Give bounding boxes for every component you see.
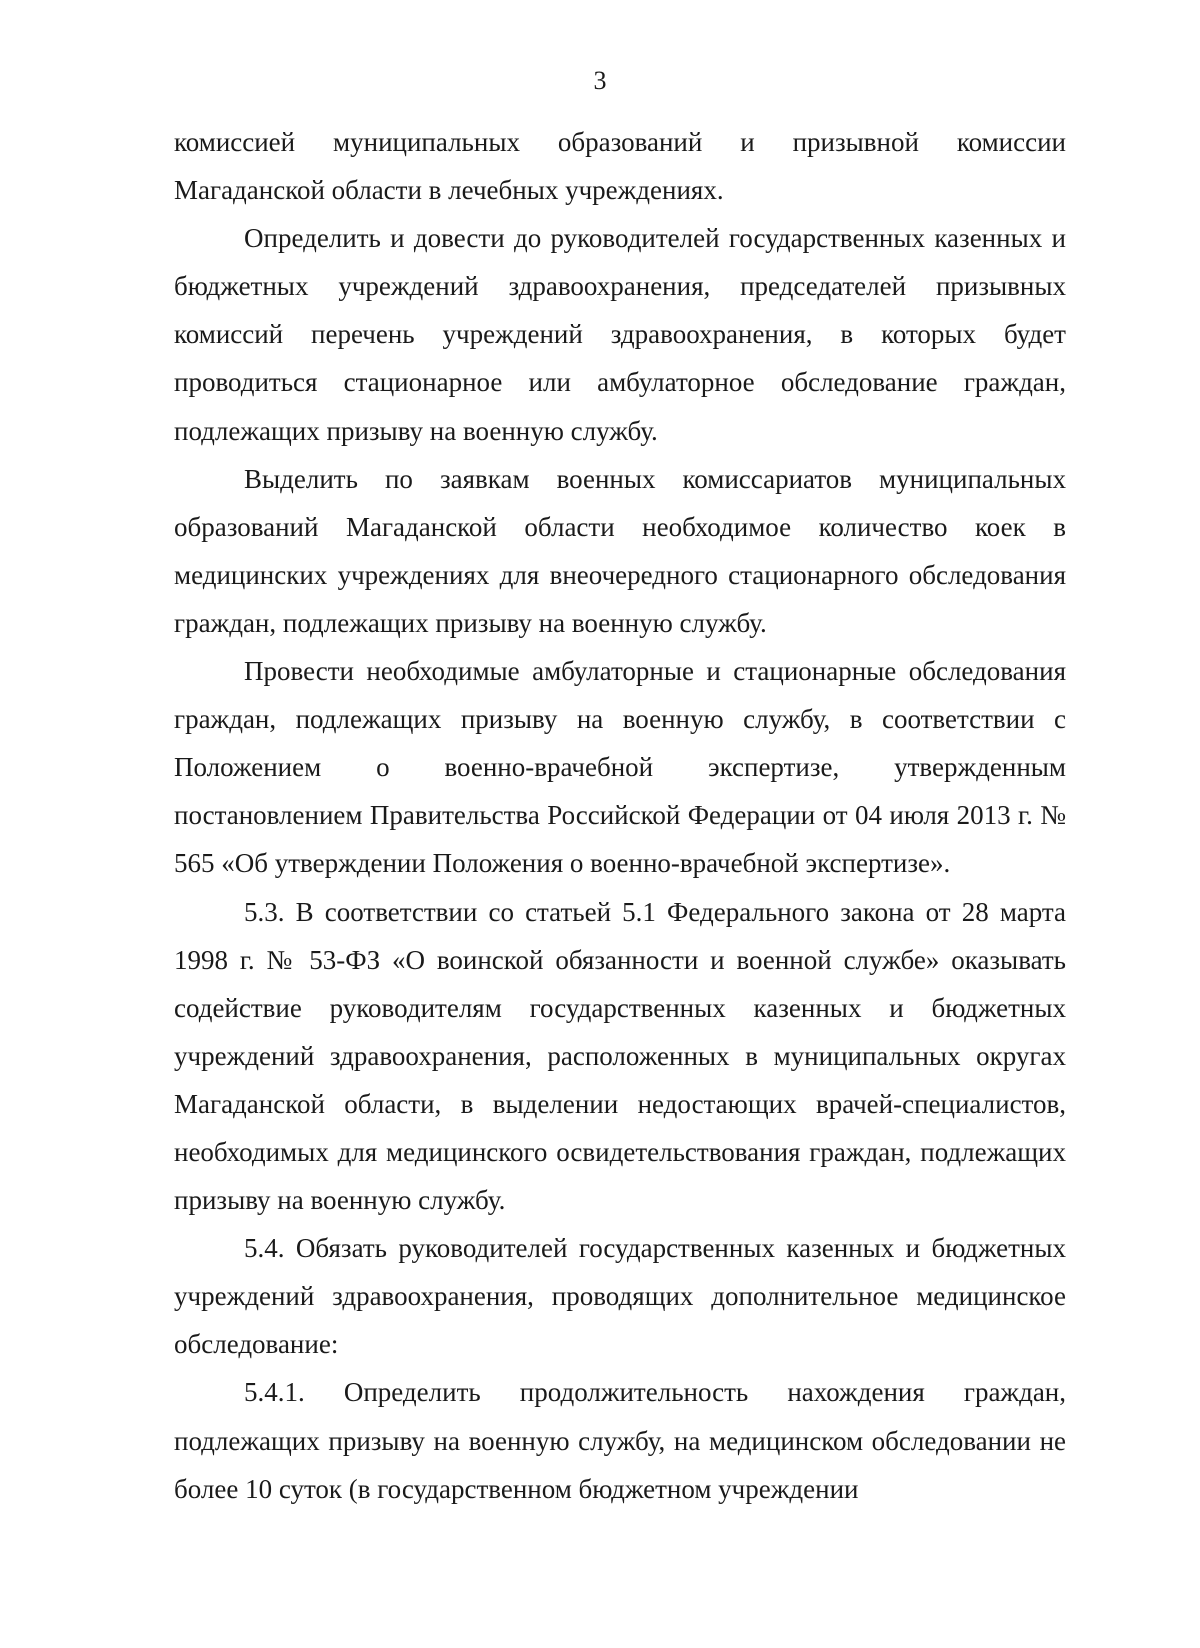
paragraph-conduct-examinations: Провести необходимые амбулаторные и стационарные обследования граждан, подлежащих призыву на военную службу, в соответствии с Положением о военно-врачебной экспертизе, утвержденным постановлением Правительства Российской Федерации от 04 июля 2013 г. № 565 «Об утверждении Положения о военно-врачебной экспертизе». <box>174 656 1066 879</box>
paragraph-allocate-beds: Выделить по заявкам военных комиссариатов муниципальных образований Магаданской области необходимое количество коек в медицинских учреждениях для внеочередного стационарного обследования граждан, подлежащих призыву на военную службу. <box>174 463 1066 638</box>
paragraph-5-4: 5.4. Обязать руководителей государственных казенных и бюджетных учреждений здравоохранения, проводящих дополнительное медицинское обследование: <box>174 1233 1066 1360</box>
paragraph-5-4-1: 5.4.1. Определить продолжительность нахождения граждан, подлежащих призыву на военную службу, на медицинском обследовании не более 10 суток (в государственном бюджетном учреждении <box>174 1377 1066 1504</box>
paragraph-continuation: комиссией муниципальных образований и призывной комиссии Магаданской области в лечебных учреждениях. <box>174 127 1066 206</box>
page-number: 3 <box>593 66 607 95</box>
paragraph-determine-institutions: Определить и довести до руководителей государственных казенных и бюджетных учреждений здравоохранения, председателей призывных комиссий перечень учреждений здравоохранения, в которых будет проводиться стационарное или амбулаторное обследование граждан, подлежащих призыву на военную службу. <box>174 223 1066 446</box>
paragraph-5-3: 5.3. В соответствии со статьей 5.1 Федерального закона от 28 марта 1998 г. № 53-ФЗ «О воинской обязанности и военной службе» оказывать содействие руководителям государственных казенных и бюджетных учреждений здравоохранения, расположенных в муниципальных округах Магаданской области, в выделении недостающих врачей-специалистов, необходимых для медицинского освидетельствования граждан, подлежащих призыву на военную службу. <box>174 896 1066 1216</box>
document-body <box>174 118 1066 1513</box>
